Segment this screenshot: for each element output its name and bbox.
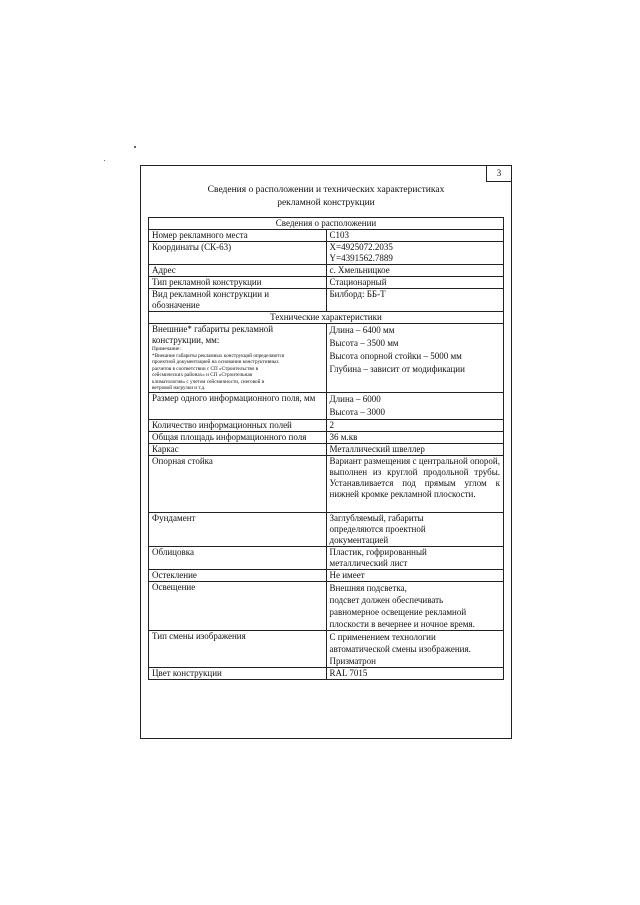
scan-speck <box>104 160 105 161</box>
label-total-area: Общая площадь информационного поля <box>149 431 327 443</box>
value-construction-type: Стационарный <box>326 277 504 289</box>
note-line: расчетов в соответствии с СП «Строительство в <box>152 365 259 372</box>
value-line: подсвет должен обеспечивать <box>329 594 444 605</box>
title-line-2: рекламной конструкции <box>277 198 375 208</box>
section-header-row <box>149 312 504 324</box>
note-line: ветровой нагрузки и т.д. <box>152 385 206 391</box>
table-row <box>149 512 504 546</box>
document-title <box>141 184 511 210</box>
field-height: Высота – 3000 <box>329 406 385 417</box>
table-row <box>149 546 504 569</box>
value-support: Вариант размещения с центральной опорой, выполнен из круглой продольной трубы. Устанавливается под прямым углом к нижней кромке рекламной плоскости. <box>326 455 504 512</box>
value-total-area: 36 м.кв <box>326 431 504 443</box>
label-lighting: Освещение <box>149 581 327 630</box>
label-cladding: Облицовка <box>149 546 327 569</box>
dimension-length: Длина – 6400 мм <box>329 325 395 335</box>
label-frame: Каркас <box>149 443 327 455</box>
table-row <box>149 419 504 431</box>
section-tech: Технические характеристики <box>149 312 504 324</box>
table-row <box>149 277 504 289</box>
table-row <box>149 242 504 265</box>
label-foundation: Фундамент <box>149 512 327 546</box>
value-line: Заглубляемый, габариты <box>329 512 424 523</box>
label-construction-type: Тип рекламной конструкции <box>149 277 327 289</box>
table-row <box>149 392 504 419</box>
label-address: Адрес <box>149 265 327 277</box>
label-field-size: Размер одного информационного поля, мм <box>149 392 327 419</box>
table-row <box>149 431 504 443</box>
value-color: RAL 7015 <box>326 667 504 679</box>
table-row <box>149 630 504 667</box>
scan-speck <box>134 146 136 148</box>
value-line: равномерное освещение рекламной <box>329 606 467 617</box>
note-line: проектной документацией на основании конструктивных <box>152 359 279 365</box>
label-line: конструкции, мм: <box>152 335 220 345</box>
value-frame: Металлический швеллер <box>326 443 504 455</box>
value-lighting <box>326 581 504 630</box>
value-address: с. Хмельницкое <box>326 265 504 277</box>
label-line: Вид рекламной конструкции и <box>152 289 270 299</box>
dimension-height: Высота – 3500 мм <box>329 338 399 348</box>
note-line: *Внешние габариты рекламных конструкций определяются <box>152 352 285 359</box>
label-dimensions <box>149 324 327 393</box>
section-header-row <box>149 218 504 230</box>
table-row <box>149 443 504 455</box>
value-field-size <box>326 392 504 419</box>
table-row <box>149 667 504 679</box>
value-line: плоскости в вечернее и ночное время. <box>329 618 475 629</box>
label-field-count: Количество информационных полей <box>149 419 327 431</box>
value-construction-kind: Билборд: ББ-Т <box>326 289 504 312</box>
note-line: климатология» с учетом сейсмичности, снеговой и <box>152 378 265 385</box>
label-line: обозначение <box>152 300 200 310</box>
document-frame <box>140 165 512 739</box>
field-length: Длина – 6000 <box>329 393 381 404</box>
dimension-depth: Глубина – зависит от модификации <box>329 364 465 374</box>
label-line: Внешние* габариты рекламной <box>152 324 274 334</box>
value-coords <box>326 242 504 265</box>
page-number: 3 <box>486 166 511 182</box>
label-color: Цвет конструкции <box>149 667 327 679</box>
dimension-support-height: Высота опорной стойки – 5000 мм <box>329 351 462 361</box>
section-location: Сведения о расположении <box>149 218 504 230</box>
label-image-change: Тип смены изображения <box>149 630 327 667</box>
value-foundation <box>326 512 504 546</box>
table-row <box>149 581 504 630</box>
value-line: документацией <box>329 534 389 545</box>
value-line: Пластик, гофрированный <box>329 546 427 557</box>
table-row <box>149 455 504 512</box>
label-support: Опорная стойка <box>149 455 327 512</box>
table-row <box>149 265 504 277</box>
value-line: автоматической смены изображения. <box>329 643 471 654</box>
value-glazing: Не имеет <box>326 569 504 581</box>
value-dimensions <box>326 324 504 393</box>
value-line: Внешняя подсветка, <box>329 582 407 593</box>
value-line: определяются проектной <box>329 523 426 534</box>
label-construction-kind <box>149 289 327 312</box>
note-title: Примечание: <box>152 346 181 352</box>
coord-y: Y=4391562.7889 <box>329 253 393 263</box>
note-line: сейсмических районах» и СП «Строительная <box>152 372 253 378</box>
value-cladding <box>326 546 504 569</box>
label-coords: Координаты (СК-63) <box>149 242 327 265</box>
label-place-number: Номер рекламного места <box>149 230 327 242</box>
table-row <box>149 324 504 393</box>
value-line: С применением технологии <box>329 631 436 642</box>
value-image-change <box>326 630 504 667</box>
title-line-1: Сведения о расположении и технических характеристиках <box>207 185 445 195</box>
table-row <box>149 230 504 242</box>
table-row <box>149 569 504 581</box>
value-place-number: С103 <box>326 230 504 242</box>
value-line: Призматрон <box>329 655 376 666</box>
value-line: металлический лист <box>329 557 408 568</box>
label-glazing: Остекление <box>149 569 327 581</box>
specs-table <box>148 217 504 680</box>
coord-x: Х=4925072.2035 <box>329 242 393 252</box>
table-row <box>149 289 504 312</box>
value-field-count: 2 <box>326 419 504 431</box>
